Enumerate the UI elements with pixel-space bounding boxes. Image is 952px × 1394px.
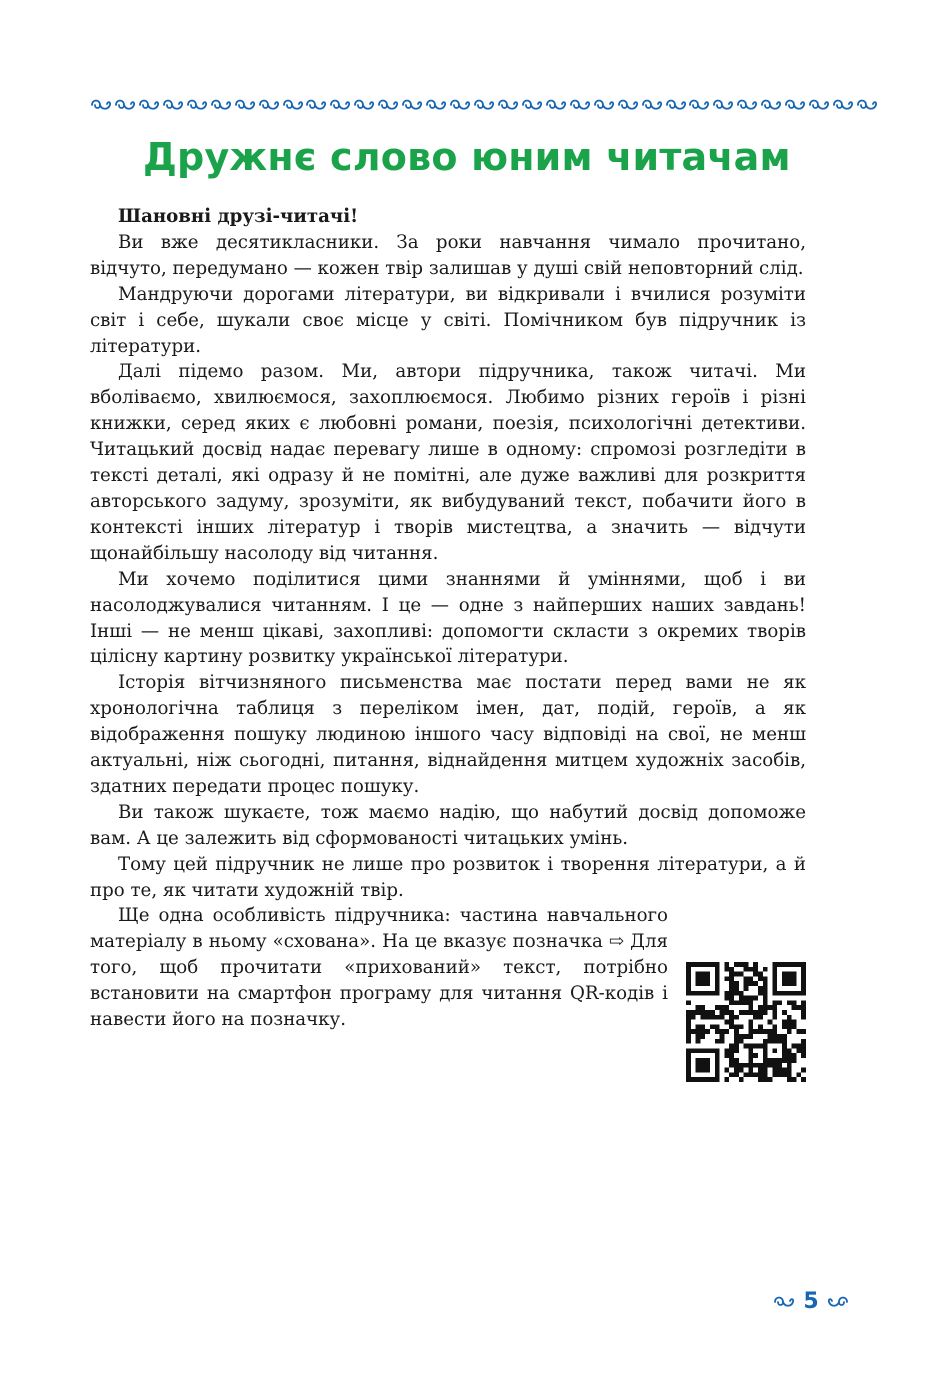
paragraph: Мандруючи дорогами літератури, ви відкривали і вчилися розуміти світ і себе, шукали своє місце у світі. Помічником був підручник із літератури. [90, 283, 806, 357]
paragraph-qr-note: Ще одна особливість підручника: частина навчального матеріалу в ньому «схована». На це вказує позначка ⇨ Для того, щоб прочитати «прихований» текст, потрібно встановити на смартфон програму для читання QR-кодів і навести його на позначку. [90, 905, 668, 1031]
ornament-swirl-icon [760, 96, 784, 112]
ornament-swirl-icon [736, 96, 760, 112]
paragraph: Ми хочемо поділитися цими знаннями й уміннями, щоб і ви насолоджувалися читанням. І це — одне з найперших наших завдань! Інші — не менш цікаві, захопливі: допомогти скласти з окремих творів цілісну картину розвитку української літератури. [90, 568, 806, 668]
ornament-swirl-icon [114, 96, 138, 112]
ornament-swirl-icon [545, 96, 569, 112]
qr-code-icon[interactable] [686, 962, 806, 1082]
ornament-swirl-icon [473, 96, 497, 112]
ornament-swirl-icon [617, 96, 641, 112]
ornament-swirl-icon [712, 96, 736, 112]
body-text [90, 204, 806, 1033]
top-ornament-border [90, 93, 880, 115]
ornament-swirl-icon [665, 96, 689, 112]
ornament-swirl-icon [138, 96, 162, 112]
ornament-swirl-icon [258, 96, 282, 112]
ornament-swirl-icon [825, 1293, 849, 1309]
ornament-swirl-icon [401, 96, 425, 112]
ornament-swirl-icon [449, 96, 473, 112]
ornament-swirl-icon [688, 96, 712, 112]
paragraph: Тому цей підручник не лише про розвиток і творення літератури, а й про те, як читати художній твір. [90, 853, 806, 901]
page-title: Дружнє слово юним читачам [143, 135, 791, 179]
ornament-swirl-icon [641, 96, 665, 112]
ornament-swirl-icon [832, 96, 856, 112]
ornament-swirl-icon [784, 96, 808, 112]
ornament-swirl-icon [521, 96, 545, 112]
ornament-swirl-icon [425, 96, 449, 112]
ornament-swirl-icon [773, 1293, 797, 1309]
ornament-swirl-icon [282, 96, 306, 112]
ornament-swirl-icon [90, 96, 114, 112]
ornament-swirl-icon [234, 96, 258, 112]
paragraph: Далі підемо разом. Ми, автори підручника, також читачі. Ми вболіваємо, хвилюємося, захоплюємося. Любимо різних героїв і різні книжки, серед яких є любовні романи, поезія, психологічні детективи. Читацький досвід надає перевагу лише в одному: спромозі розгледіти в тексті деталі, які одразу й не помітні, але дуже важливі для розкриття авторського задуму, зрозуміти, як вибудуваний текст, побачити його в контексті інших літератур і творів мистецтва, а значить — відчути щонайбільшу насолоду від читання. [90, 361, 806, 564]
ornament-swirl-icon [353, 96, 377, 112]
ornament-swirl-icon [497, 96, 521, 112]
ornament-swirl-icon [210, 96, 234, 112]
ornament-swirl-icon [329, 96, 353, 112]
paragraph: Ви вже десятикласники. За роки навчання чимало прочитано, відчуто, передумано — кожен твір залишав у душі свій неповторний слід. [90, 231, 806, 279]
ornament-swirl-icon [569, 96, 593, 112]
page-number: 5 [803, 1288, 819, 1314]
page-number-block [773, 1287, 849, 1315]
ornament-swirl-icon [593, 96, 617, 112]
salutation: Шановні друзі-читачі! [118, 206, 359, 227]
ornament-swirl-icon [162, 96, 186, 112]
paragraph: Історія вітчизняного письменства має постати перед вами не як хронологічна таблиця з переліком імен, дат, подій, героїв, а як відображення пошуку людиною іншого часу відповіді на свої, не менш актуальні, ніж сьогодні, питання, віднайдення митцем художніх засобів, здатних передати процес пошуку. [90, 672, 806, 797]
ornament-swirl-icon [856, 96, 880, 112]
ornament-swirl-icon [377, 96, 401, 112]
ornament-swirl-icon [305, 96, 329, 112]
ornament-swirl-icon [808, 96, 832, 112]
ornament-swirl-icon [186, 96, 210, 112]
paragraph: Ви також шукаєте, тож маємо надію, що набутий досвід допоможе вам. А це залежить від сформованості читацьких умінь. [90, 801, 806, 849]
